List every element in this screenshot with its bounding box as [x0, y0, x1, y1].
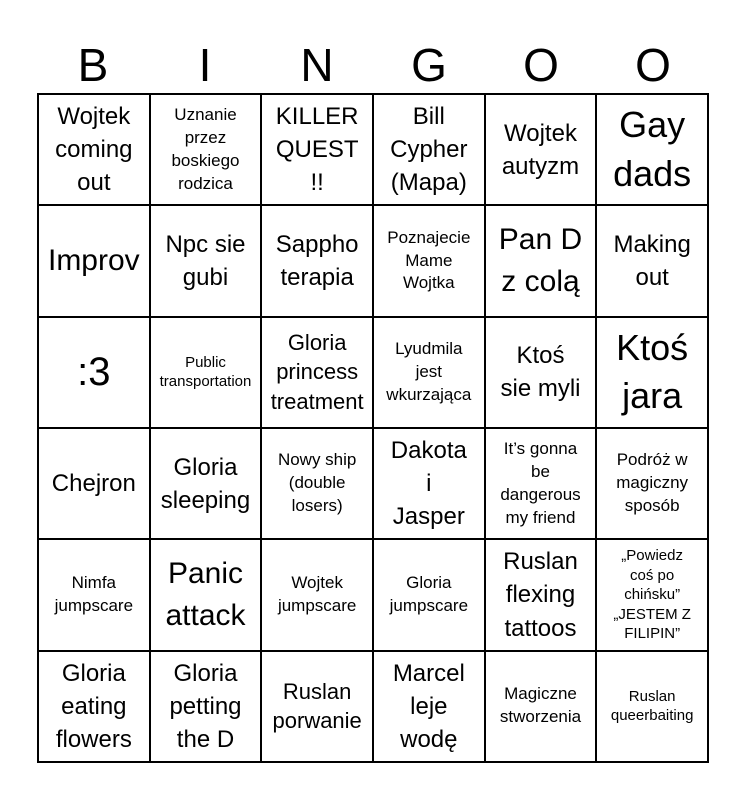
bingo-cell[interactable]	[485, 428, 597, 539]
cell-text: Ktoś sie myli	[500, 342, 581, 403]
bingo-cell[interactable]	[261, 94, 373, 205]
bingo-cell[interactable]	[596, 651, 708, 762]
cell-text: Making out	[613, 230, 691, 291]
header-letter-g: G	[411, 39, 447, 91]
cell-text: Gloria jumpscare	[389, 573, 469, 615]
bingo-cell[interactable]	[150, 205, 262, 316]
bingo-cell[interactable]	[596, 539, 708, 650]
cell-text: Improv	[47, 243, 140, 277]
header-letter-i: I	[198, 39, 212, 91]
cell-text: Bill Cypher (Mapa)	[390, 103, 468, 197]
header-letter-o-2: O	[635, 39, 671, 91]
bingo-cell[interactable]	[261, 539, 373, 650]
bingo-cell[interactable]	[38, 539, 150, 650]
cell-text: Nimfa jumpscare	[54, 573, 134, 615]
bingo-cell[interactable]	[596, 205, 708, 316]
bingo-cell[interactable]	[261, 651, 373, 762]
header-letter-n: N	[300, 39, 334, 91]
cell-text: Poznajecie Mame Wojtka	[387, 227, 471, 293]
cell-text: Pan D z colą	[498, 222, 583, 298]
cell-text: Gloria princess treatment	[270, 329, 364, 415]
cell-text: Ktoś jara	[616, 326, 689, 417]
cell-text: Dakota i Jasper	[390, 437, 467, 531]
bingo-cell[interactable]	[261, 317, 373, 428]
bingo-cell[interactable]	[485, 205, 597, 316]
cell-text: Npc sie gubi	[165, 230, 246, 291]
cell-text: Ruslan flexing tattoos	[503, 548, 578, 642]
cell-text: KILLER QUEST !!	[275, 103, 359, 197]
cell-text: Wojtek autyzm	[501, 119, 580, 180]
bingo-cell[interactable]	[596, 317, 708, 428]
bingo-cell[interactable]	[261, 205, 373, 316]
bingo-cell[interactable]	[373, 651, 485, 762]
bingo-cell[interactable]	[485, 539, 597, 650]
bingo-cell[interactable]	[596, 94, 708, 205]
cell-text: Sappho terapia	[275, 230, 359, 291]
cell-text: Ruslan porwanie	[272, 678, 362, 734]
bingo-cell[interactable]	[38, 317, 150, 428]
cell-text: Uznanie przez boskiego rodzica	[171, 104, 240, 193]
cell-text: Gloria eating flowers	[55, 659, 132, 753]
cell-text: Magiczne stworzenia	[499, 684, 582, 727]
cell-text: Gay dads	[613, 104, 692, 194]
bingo-cell[interactable]	[596, 428, 708, 539]
cell-text: Panic attack	[165, 556, 246, 632]
bingo-cell[interactable]	[150, 428, 262, 539]
bingo-cell[interactable]	[38, 428, 150, 539]
cell-text: „Powiedz coś po chińsku” „JESTEM Z FILIPIN”	[613, 547, 691, 643]
cell-text: Public transportation	[159, 353, 252, 391]
bingo-cell[interactable]	[373, 94, 485, 205]
cell-text: It’s gonna be dangerous my friend	[500, 438, 581, 527]
bingo-header	[37, 36, 709, 94]
cell-text: Lyudmila jest wkurzająca	[386, 338, 472, 404]
bingo-cell[interactable]	[373, 205, 485, 316]
cell-text: Marcel leje wodę	[392, 659, 465, 753]
header-letter-o: O	[523, 39, 559, 91]
bingo-cell[interactable]	[373, 428, 485, 539]
bingo-cell[interactable]	[485, 317, 597, 428]
bingo-grid	[37, 93, 709, 763]
bingo-cell[interactable]	[150, 539, 262, 650]
bingo-cell[interactable]	[373, 317, 485, 428]
bingo-cell[interactable]	[38, 94, 150, 205]
cell-text: Gloria petting the D	[169, 659, 242, 753]
header-letter-b: B	[77, 39, 109, 91]
bingo-cell[interactable]	[150, 94, 262, 205]
bingo-cell[interactable]	[485, 651, 597, 762]
bingo-cell[interactable]	[38, 205, 150, 316]
cell-text: Gloria sleeping	[160, 453, 251, 514]
cell-text: Nowy ship (double losers)	[277, 450, 357, 516]
bingo-cell[interactable]	[38, 651, 150, 762]
cell-text: Wojtek coming out	[55, 103, 133, 197]
cell-text: Podróż w magiczny sposób	[616, 450, 689, 516]
cell-text: Chejron	[51, 470, 136, 498]
bingo-cell[interactable]	[150, 651, 262, 762]
bingo-cell[interactable]	[485, 94, 597, 205]
cell-text: :3	[77, 350, 111, 395]
bingo-cell[interactable]	[150, 317, 262, 428]
cell-text: Wojtek jumpscare	[277, 573, 357, 615]
cell-text: Ruslan queerbaiting	[610, 687, 694, 725]
bingo-cell[interactable]	[373, 539, 485, 650]
bingo-cell[interactable]	[261, 428, 373, 539]
